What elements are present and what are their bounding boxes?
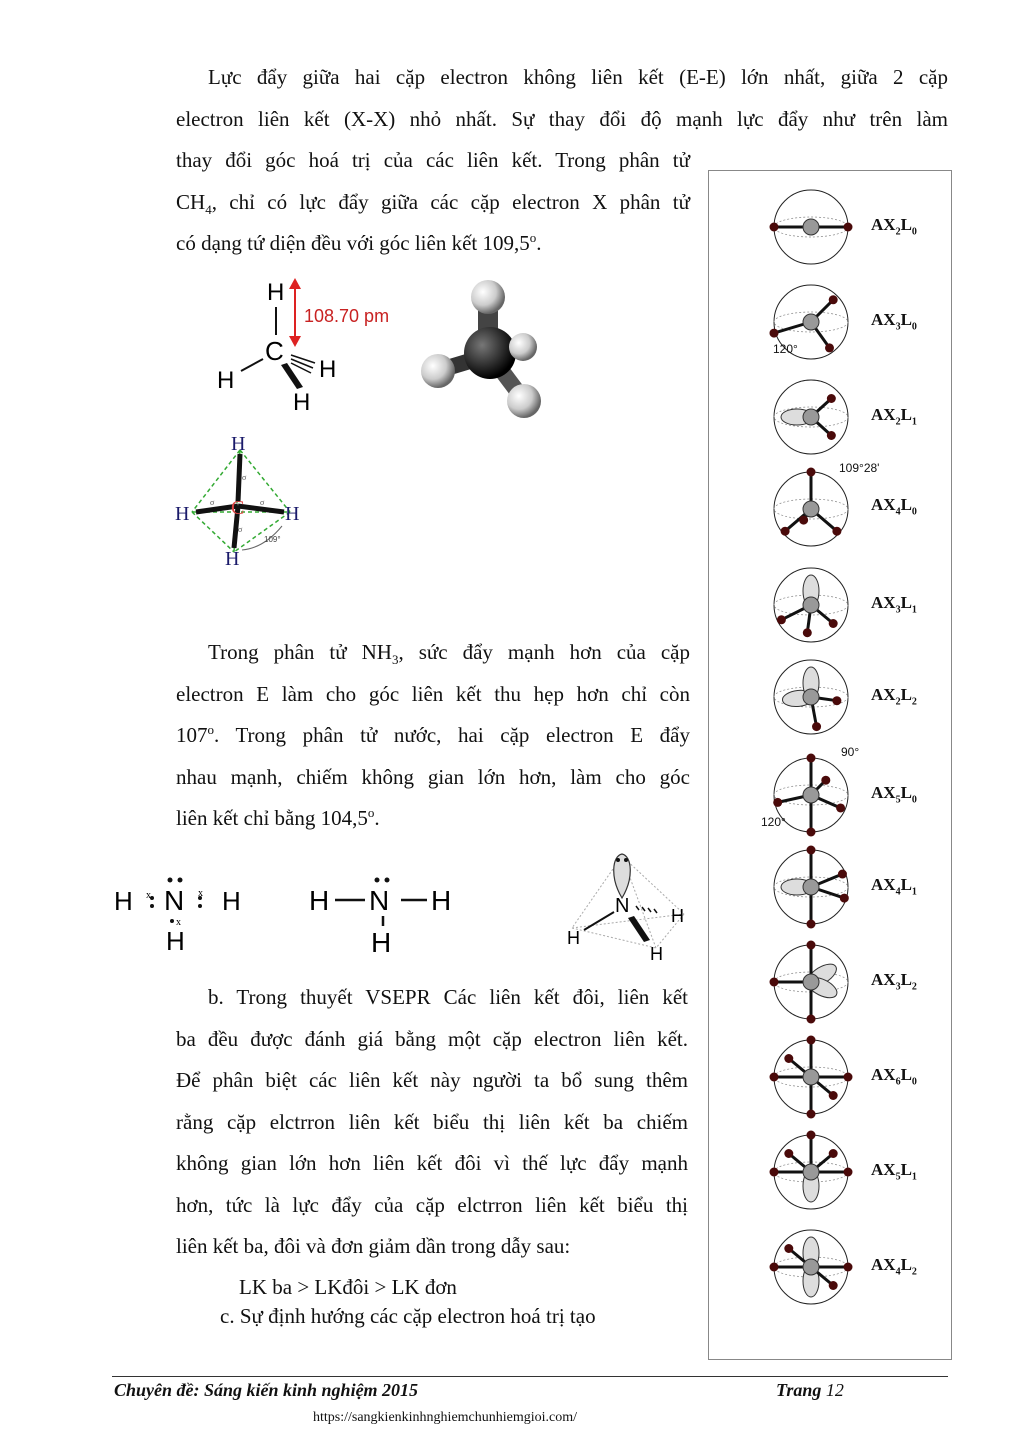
para3-line1: b. Trong thuyết VSEPR Các liên kết đôi, liên kết bbox=[208, 985, 688, 1009]
para2-line1: Trong phân tử $NH_3$, sức đẩy mạnh hơn của cặp bbox=[208, 640, 690, 668]
ch4-tetrahedron bbox=[172, 430, 312, 575]
tetra-h-top: H bbox=[231, 433, 246, 455]
para2-line5: liên kết chỉ bằng 104,5$^o$. bbox=[176, 805, 380, 830]
paragraph-ch4 bbox=[176, 140, 690, 265]
vsepr-row bbox=[709, 371, 953, 461]
vsepr-row bbox=[709, 1031, 953, 1121]
ch4-h-left: H bbox=[217, 367, 235, 394]
geometry-sphere-icon bbox=[765, 841, 865, 933]
para1-line5: có dạng tứ diện đều với góc liên kết 109,5$^o$. bbox=[176, 230, 542, 255]
tetra-h-left: H bbox=[175, 503, 190, 525]
footer-title: Chuyên đề: Sáng kiến kinh nghiệm 2015 bbox=[114, 1380, 419, 1400]
sigma-4: σ bbox=[238, 525, 243, 534]
struct-h-left: H bbox=[309, 885, 330, 916]
svg-text:x: x bbox=[176, 917, 181, 928]
para3-line5: không gian lớn hơn liên kết đôi vì thế lực đẩy mạnh bbox=[176, 1151, 688, 1175]
model-h-bottom: H bbox=[650, 944, 663, 964]
para2-line2: electron E làm cho góc liên kết thu hẹp hơn chỉ còn bbox=[176, 681, 690, 706]
vsepr-row bbox=[709, 276, 953, 366]
model-h-left: H bbox=[567, 928, 580, 948]
svg-text:x: x bbox=[198, 888, 203, 899]
bond-order-sequence: LK ba > LKđôi > LK đơn bbox=[239, 1275, 457, 1299]
tetra-h-bottom: H bbox=[225, 548, 240, 570]
bond-angle-label: 120° bbox=[761, 815, 786, 829]
tetra-h-right: H bbox=[285, 503, 300, 525]
struct-h-right: H bbox=[431, 885, 452, 916]
vsepr-row bbox=[709, 181, 953, 271]
geometry-sphere-icon bbox=[765, 371, 865, 463]
para3-line3: Để phân biệt các liên kết này người ta bổ sung thêm bbox=[176, 1068, 688, 1092]
vsepr-label: $AX_5L_0$ bbox=[871, 783, 917, 806]
vsepr-row bbox=[709, 1221, 953, 1311]
bond-angle-label: 120° bbox=[773, 342, 798, 356]
vsepr-label: $AX_2L_1$ bbox=[871, 405, 917, 428]
sigma-3: σ bbox=[260, 498, 265, 507]
struct-n: N bbox=[369, 885, 390, 916]
para3-line2: ba đều được đánh giá bằng một cặp electron liên kết. bbox=[176, 1026, 688, 1051]
paragraph-repulsion bbox=[176, 57, 948, 140]
vsepr-row bbox=[709, 651, 953, 741]
vsepr-row bbox=[709, 936, 953, 1026]
section-c-heading: c. Sự định hướng các cặp electron hoá trị tạo bbox=[220, 1304, 596, 1328]
nh3-structural-formula bbox=[305, 868, 465, 958]
ch4-h-bottom: H bbox=[293, 389, 311, 415]
para1-line3: thay đổi góc hoá trị của các liên kết. Trong phân tử bbox=[176, 148, 690, 172]
vsepr-label: $AX_6L_0$ bbox=[871, 1065, 917, 1088]
para2-line3: 107$^o$. Trong phân tử nước, hai cặp electron E đẩy bbox=[176, 722, 690, 747]
model-h-right: H bbox=[671, 906, 684, 926]
sigma-2: σ bbox=[210, 498, 215, 507]
paragraph-vsepr bbox=[176, 977, 688, 1268]
sigma-1: σ bbox=[242, 473, 247, 482]
ch4-ball-model bbox=[420, 275, 550, 420]
vsepr-row bbox=[709, 559, 953, 649]
vsepr-label: $AX_5L_1$ bbox=[871, 1160, 917, 1183]
para2-line4: nhau mạnh, chiếm không gian lớn hơn, làm cho góc bbox=[176, 764, 690, 789]
ch4-h-right: H bbox=[319, 356, 337, 383]
lewis-h-right: H bbox=[222, 886, 241, 916]
geometry-sphere-icon bbox=[765, 1031, 865, 1123]
ch4-wedge-structure bbox=[205, 275, 420, 415]
vsepr-row bbox=[709, 1126, 953, 1216]
para3-line4: rằng cặp elctrron liên kết biểu thị liên kết ba chiếm bbox=[176, 1109, 688, 1134]
footer-divider bbox=[112, 1376, 948, 1377]
vsepr-row bbox=[709, 745, 953, 839]
vsepr-label: $AX_4L_0$ bbox=[871, 495, 917, 518]
para1-line1: Lực đẩy giữa hai cặp electron không liên kết (E-E) lớn nhất, giữa 2 cặp bbox=[208, 65, 948, 89]
lewis-h-left: H bbox=[114, 886, 133, 916]
vsepr-geometry-panel bbox=[708, 170, 952, 1360]
geometry-sphere-icon bbox=[765, 1126, 865, 1218]
page-number: 12 bbox=[825, 1380, 844, 1400]
geometry-sphere-icon bbox=[765, 1221, 865, 1313]
lewis-h-bottom: H bbox=[166, 926, 185, 956]
ch4-h-top: H bbox=[267, 279, 285, 306]
tetra-angle: 109° bbox=[264, 535, 281, 544]
para3-line7: liên kết ba, đôi và đơn giảm dần trong dẫy sau: bbox=[176, 1234, 571, 1258]
vsepr-row bbox=[709, 463, 953, 553]
para1-line2: electron liên kết (X-X) nhỏ nhất. Sự thay đổi độ mạnh lực đẩy như trên làm bbox=[176, 106, 948, 131]
geometry-sphere-icon bbox=[765, 936, 865, 1028]
bond-angle-label: 109°28' bbox=[839, 461, 880, 475]
nh3-lewis-dots bbox=[110, 868, 260, 958]
nh3-3d-model bbox=[560, 848, 700, 966]
para1-line4: $CH_4$, chỉ có lực đẩy giữa các cặp electron X phân tử bbox=[176, 189, 690, 217]
vsepr-label: $AX_4L_1$ bbox=[871, 875, 917, 898]
footer-url: https://sangkienkinhnghiemchunhiemgioi.com/ bbox=[313, 1410, 578, 1425]
tetra-c: C bbox=[231, 497, 245, 519]
bond-angle-label: 90° bbox=[841, 745, 860, 759]
para3-line6: hơn, tức là lực đẩy của cặp elctrron liên kết biểu thị bbox=[176, 1192, 688, 1217]
vsepr-label: $AX_3L_0$ bbox=[871, 310, 917, 333]
vsepr-label: $AX_2L_2$ bbox=[871, 685, 917, 708]
vsepr-label: $AX_3L_2$ bbox=[871, 970, 917, 993]
vsepr-label: $AX_2L_0$ bbox=[871, 215, 917, 238]
struct-h-bottom: H bbox=[371, 927, 392, 958]
vsepr-label: $AX_4L_2$ bbox=[871, 1255, 917, 1278]
svg-text:x: x bbox=[146, 890, 151, 901]
footer-page: Trang 12 bbox=[776, 1380, 844, 1400]
ch4-c-atom: C bbox=[265, 336, 284, 366]
geometry-sphere-icon bbox=[765, 559, 865, 651]
bond-length-label: 108.70 pm bbox=[304, 306, 390, 326]
vsepr-label: $AX_3L_1$ bbox=[871, 593, 917, 616]
paragraph-nh3 bbox=[176, 632, 690, 840]
vsepr-row bbox=[709, 841, 953, 931]
model-n: N bbox=[615, 895, 630, 917]
lewis-n: N bbox=[164, 885, 185, 916]
geometry-sphere-icon bbox=[765, 181, 865, 273]
geometry-sphere-icon bbox=[765, 463, 865, 555]
geometry-sphere-icon bbox=[765, 651, 865, 743]
